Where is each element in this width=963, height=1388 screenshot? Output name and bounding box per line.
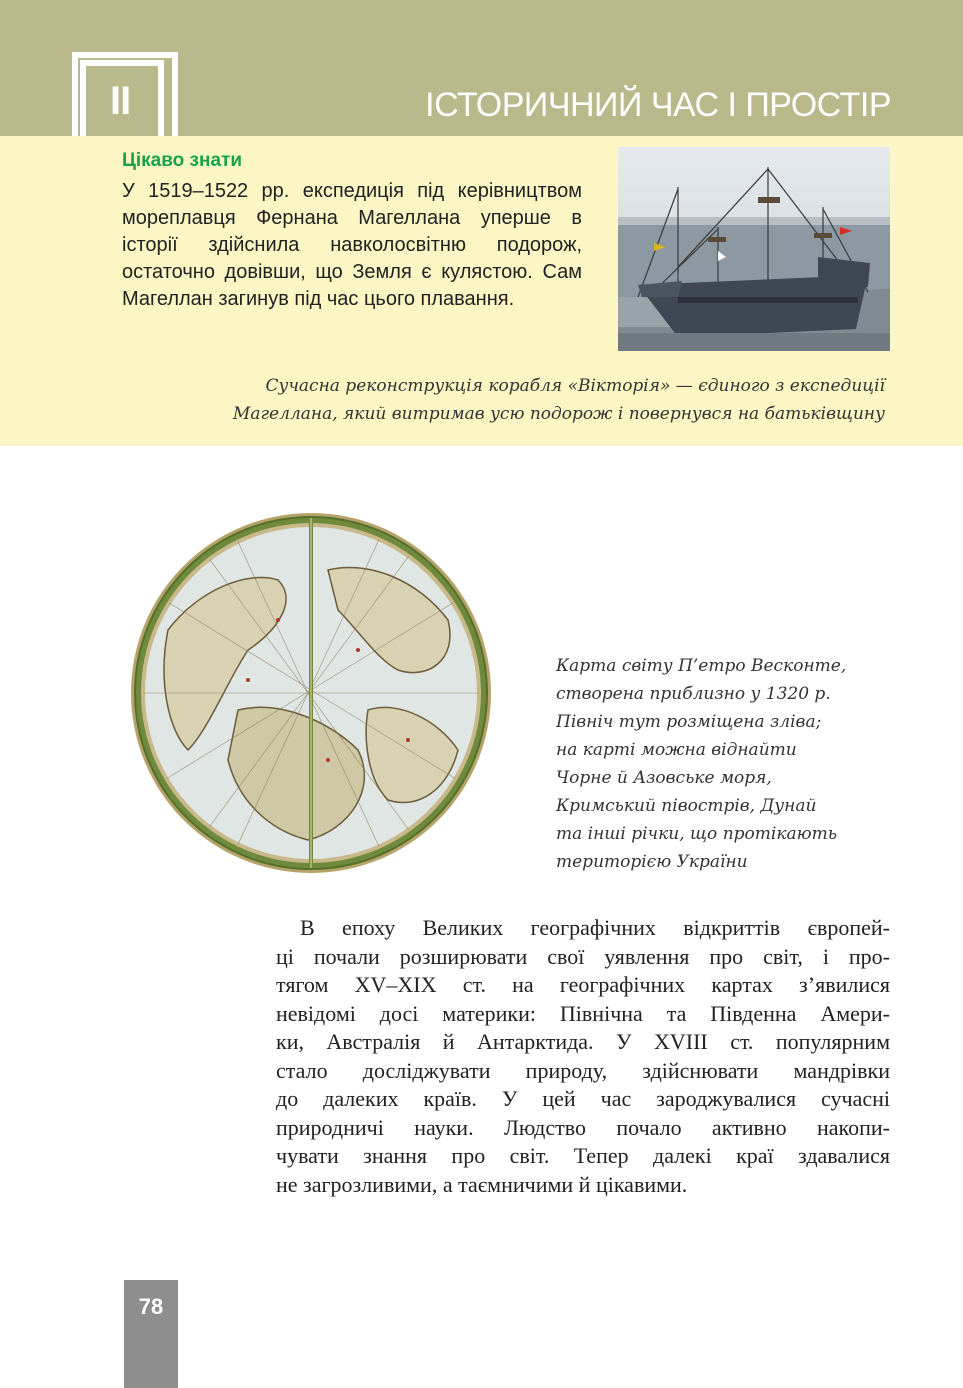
main-text-line: тягом XV–XIX ст. на географічних картах з’явилися [276,972,890,997]
main-text-line: стало досліджувати природу, здійснювати мандрівки [276,1057,890,1083]
info-box-text: У 1519–1522 рр. експедиція під керівництвом мореплавця Фернана Магеллана уперше в історії здійснила навколосвітню подорож, остаточно довівши, що Земля є кулястою. Сам Магеллан загинув під час цього плавання. [122,180,582,310]
map-caption-line: на карті можна віднайти [556,740,797,760]
map-caption-line: Карта світу П’етро Весконте, [556,656,847,676]
map-caption-line: Північ тут розміщена зліва; [556,712,822,732]
map-caption-line: створена приблизно у 1320 р. [556,684,831,704]
map-caption-line: Чорне й Азовське моря, [556,768,772,788]
ship-photo [618,147,890,351]
map-caption-line: територією України [556,852,748,872]
main-text-line: невідомі досі материки: Північна та Південна Амери- [276,1000,890,1026]
main-text-line: ці почали розширювати свої уявлення про світ, і про- [276,943,890,969]
map-caption-line: та інші річки, що протікають [556,824,837,844]
world-map-figure [128,510,494,876]
ship-caption-line: Сучасна реконструкція корабля «Вікторія» — єдиного з експедиції [265,376,885,396]
main-text-line: В епоху Великих географічних відкриттів європей- [300,915,890,940]
info-box-heading: Цікаво знати [122,150,243,171]
ship-caption-line: Магеллана, який витримав усю подорож і повернувся на батьківщину [232,404,885,424]
map-caption [556,652,916,876]
section-number: II [86,66,158,136]
main-text-line: не загрозливими, а таємничими й цікавими. [276,1171,688,1197]
ship-illustration [618,147,890,351]
page-number: 78 [138,1294,164,1319]
main-text-line: природничі науки. Людство почало активно накопи- [276,1114,890,1140]
main-text-line: чувати знання про світ. Тепер далекі краї здавалися [276,1143,890,1168]
main-text-line: ки, Австралія й Антарктида. У XVIII ст. популярним [276,1029,890,1054]
world-map-illustration [128,510,494,876]
main-paragraph [276,914,890,1199]
chapter-title: ІСТОРИЧНИЙ ЧАС І ПРОСТІР [425,86,891,124]
ship-photo-caption [125,372,885,428]
main-text-line: до далеких країв. У цей час зароджувалися сучасні [276,1086,890,1111]
map-caption-line: Кримський півострів, Дунай [556,796,817,816]
